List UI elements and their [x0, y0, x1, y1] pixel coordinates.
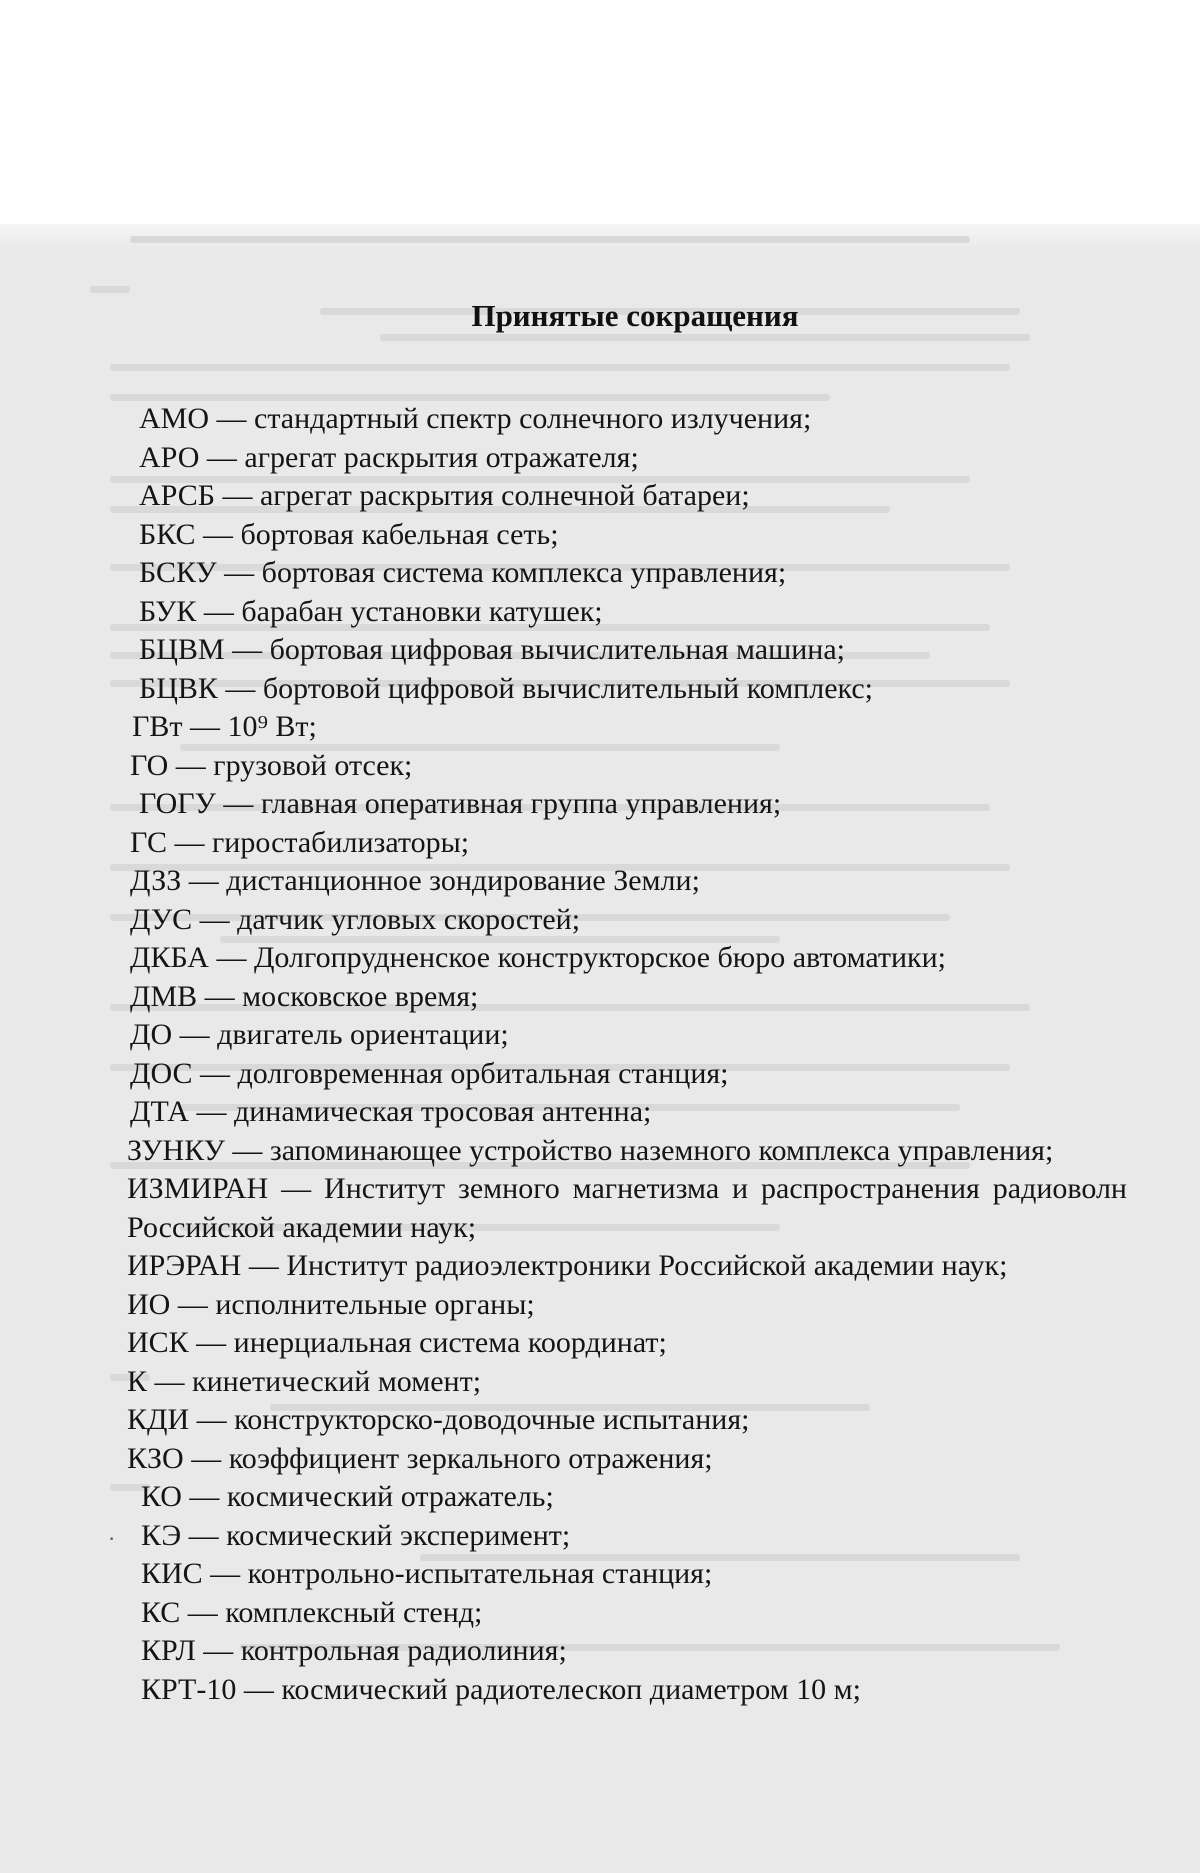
abbreviations-list: [127, 400, 1127, 1709]
list-item: АРО — агрегат раскрытия отражателя;: [139, 440, 639, 474]
list-item: КО — космический отражатель;: [141, 1480, 554, 1513]
stray-mark: ·: [108, 1526, 116, 1551]
page-title: Принятые сокращения: [471, 298, 799, 333]
list-item: К — кинетический момент;: [127, 1364, 482, 1398]
list-item: ДОС — долговременная орбитальная станция;: [130, 1056, 729, 1090]
list-item: КЭ — космический эксперимент;: [141, 1518, 571, 1552]
list-item: ДО — двигатель ориентации;: [130, 1018, 509, 1051]
list-item: ДТА — динамическая тросовая антенна;: [130, 1095, 652, 1128]
list-item: ГС — гиростабилизаторы;: [130, 825, 470, 859]
list-item: БКС — бортовая кабельная сеть;: [139, 517, 559, 551]
list-item: КРТ-10 — космический радиотелескоп диаметром 10 м;: [141, 1672, 861, 1706]
list-item: ЗУНКУ — запоминающее устройство наземного комплекса управления;: [127, 1133, 1054, 1167]
list-item: АРСБ — агрегат раскрытия солнечной батареи;: [139, 479, 750, 512]
list-item: БУК — барабан установки катушек;: [139, 594, 603, 628]
list-item: БСКУ — бортовая система комплекса управления;: [139, 556, 787, 589]
list-item: ИРЭРАН — Институт радиоэлектроники Российской академии наук;: [127, 1249, 1008, 1282]
list-item: ДЗЗ — дистанционное зондирование Земли;: [130, 864, 700, 897]
list-item: ГО — грузовой отсек;: [130, 748, 413, 782]
list-item: КС — комплексный стенд;: [141, 1595, 483, 1629]
list-item: ГВт — 10⁹ Вт;: [132, 710, 317, 743]
list-item: КДИ — конструкторско-доводочные испытания;: [127, 1403, 750, 1436]
list-item: ГОГУ — главная оперативная группа управления;: [139, 787, 782, 820]
list-item: ИЗМИРАН — Институт земного магнетизма и распространения радиоволн Российской академии наук;: [127, 1172, 1127, 1244]
list-item: АМО — стандартный спектр солнечного излучения;: [139, 402, 812, 435]
list-item: БЦВМ — бортовая цифровая вычислительная машина;: [139, 633, 845, 666]
list-item: ИСК — инерциальная система координат;: [127, 1326, 667, 1359]
list-item: ДУС — датчик угловых скоростей;: [130, 902, 581, 936]
list-item: КЗО — коэффициент зеркального отражения;: [127, 1441, 713, 1475]
list-item: ДМВ — московское время;: [130, 979, 479, 1013]
list-item: КРЛ — контрольная радиолиния;: [141, 1634, 567, 1667]
list-item: ИО — исполнительные органы;: [127, 1287, 535, 1321]
list-item: БЦВК — бортовой цифровой вычислительный комплекс;: [139, 671, 874, 705]
list-item: ДКБА — Долгопрудненское конструкторское бюро автоматики;: [130, 941, 947, 974]
list-item: КИС — контрольно-испытательная станция;: [141, 1557, 713, 1590]
